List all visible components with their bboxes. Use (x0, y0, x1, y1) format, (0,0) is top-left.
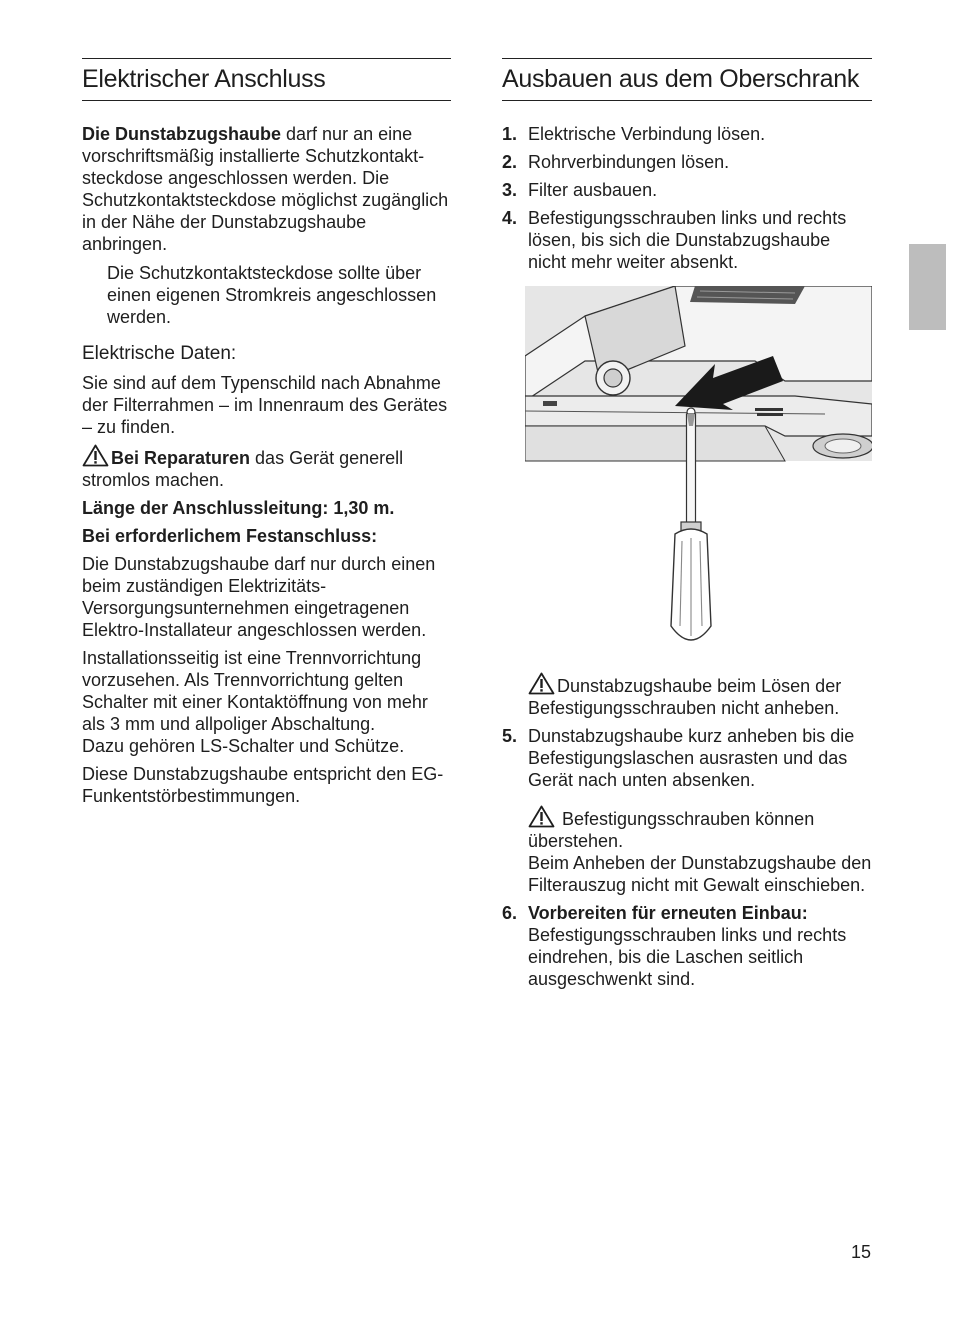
removal-step-5 (502, 725, 872, 791)
list-item: 1. Elektrische Verbindung lösen. (502, 124, 766, 144)
repair-bold: Bei Reparaturen (111, 448, 251, 468)
intro-text: darf nur an eine vorschriftsmäßig installierte Schutzkontaktsteckdose angeschlossen werden. Die Schutzkontaktsteckdose möglichst zugänglich in der Nähe der Dunstabzugshaube anbringen. (82, 124, 449, 254)
chapter-tab-marker (909, 244, 946, 330)
removal-steps (502, 123, 872, 273)
list-item: 4. Befestigungsschrauben links und rechts lösen, bis sich die Dunstabzugshaube nicht mehr weiter absenkt. (502, 208, 847, 272)
fixed-connection-text: Die Dunstabzugshaube darf nur durch einen beim zuständigen Elektrizitäts-Versorgungsunternehmen eingetragenen Elektro-Installateur angeschlossen werden. (82, 554, 436, 640)
cable-length: Länge der Anschlussleitung: 1,30 m. (82, 498, 395, 518)
socket-note: Die Schutzkontaktsteckdose sollte über einen eigenen Stromkreis angeschlossen werden. (107, 263, 437, 327)
fixed-connection-heading: Bei erforderlichem Festanschluss: (82, 526, 378, 546)
list-item: 3. Filter ausbauen. (502, 180, 658, 200)
warning-icon (82, 444, 109, 467)
warning-screws: Befestigungsschrauben können überstehen. Beim Anheben der Dunstabzugshaube den Filterauszug nicht mit Gewalt einschieben. (502, 805, 872, 896)
list-item: 5. Dunstabzugshaube kurz anheben bis die Befestigungslaschen ausrasten und das Gerät nach unten absenken. (502, 726, 855, 790)
intro-paragraph (82, 123, 451, 255)
intro-bold: Die Dunstabzugshaube (82, 124, 282, 144)
list-item: 2. Rohrverbindungen lösen. (502, 152, 730, 172)
left-column (82, 58, 451, 807)
section-heading-removal: Ausbauen aus dem Oberschrank (502, 58, 872, 101)
installation-text: Installationsseitig ist eine Trennvorrichtung vorzusehen. Als Trennvorrichtung gelten Schalter mit einer Kontaktöffnung von mehr als 3 mm und allpoliger Abschaltung. Dazu gehören LS-Schalter und Schütze. (82, 648, 428, 756)
electrical-data-text: Sie sind auf dem Typenschild nach Abnahme der Filterrahmen – im Innenraum des Gerätes – zu finden. (82, 373, 448, 437)
repair-warning (82, 444, 451, 491)
electrical-data-heading: Elektrische Daten: (82, 343, 237, 364)
warning-icon (528, 672, 555, 695)
list-item: 6. Vorbereiten für erneuten Einbau: Befestigungsschrauben links und rechts eindrehen, bis die Laschen seitlich ausgeschwenkt sind. (502, 903, 847, 989)
section-heading-electrical: Elektrischer Anschluss (82, 58, 451, 101)
warning-icon (528, 805, 555, 828)
eg-compliance-text: Diese Dunstabzugshaube entspricht den EG-Funkentstörbestimmungen. (82, 764, 444, 806)
right-column (502, 58, 872, 990)
removal-step-6 (502, 902, 872, 990)
screwdriver-illustration (525, 286, 872, 654)
warning-lifting: Dunstabzugshaube beim Lösen der Befestigungsschrauben nicht anheben. (502, 672, 872, 719)
page-number: 15 (851, 1242, 872, 1262)
repair-text: das Gerät generell stromlos machen. (82, 448, 404, 490)
